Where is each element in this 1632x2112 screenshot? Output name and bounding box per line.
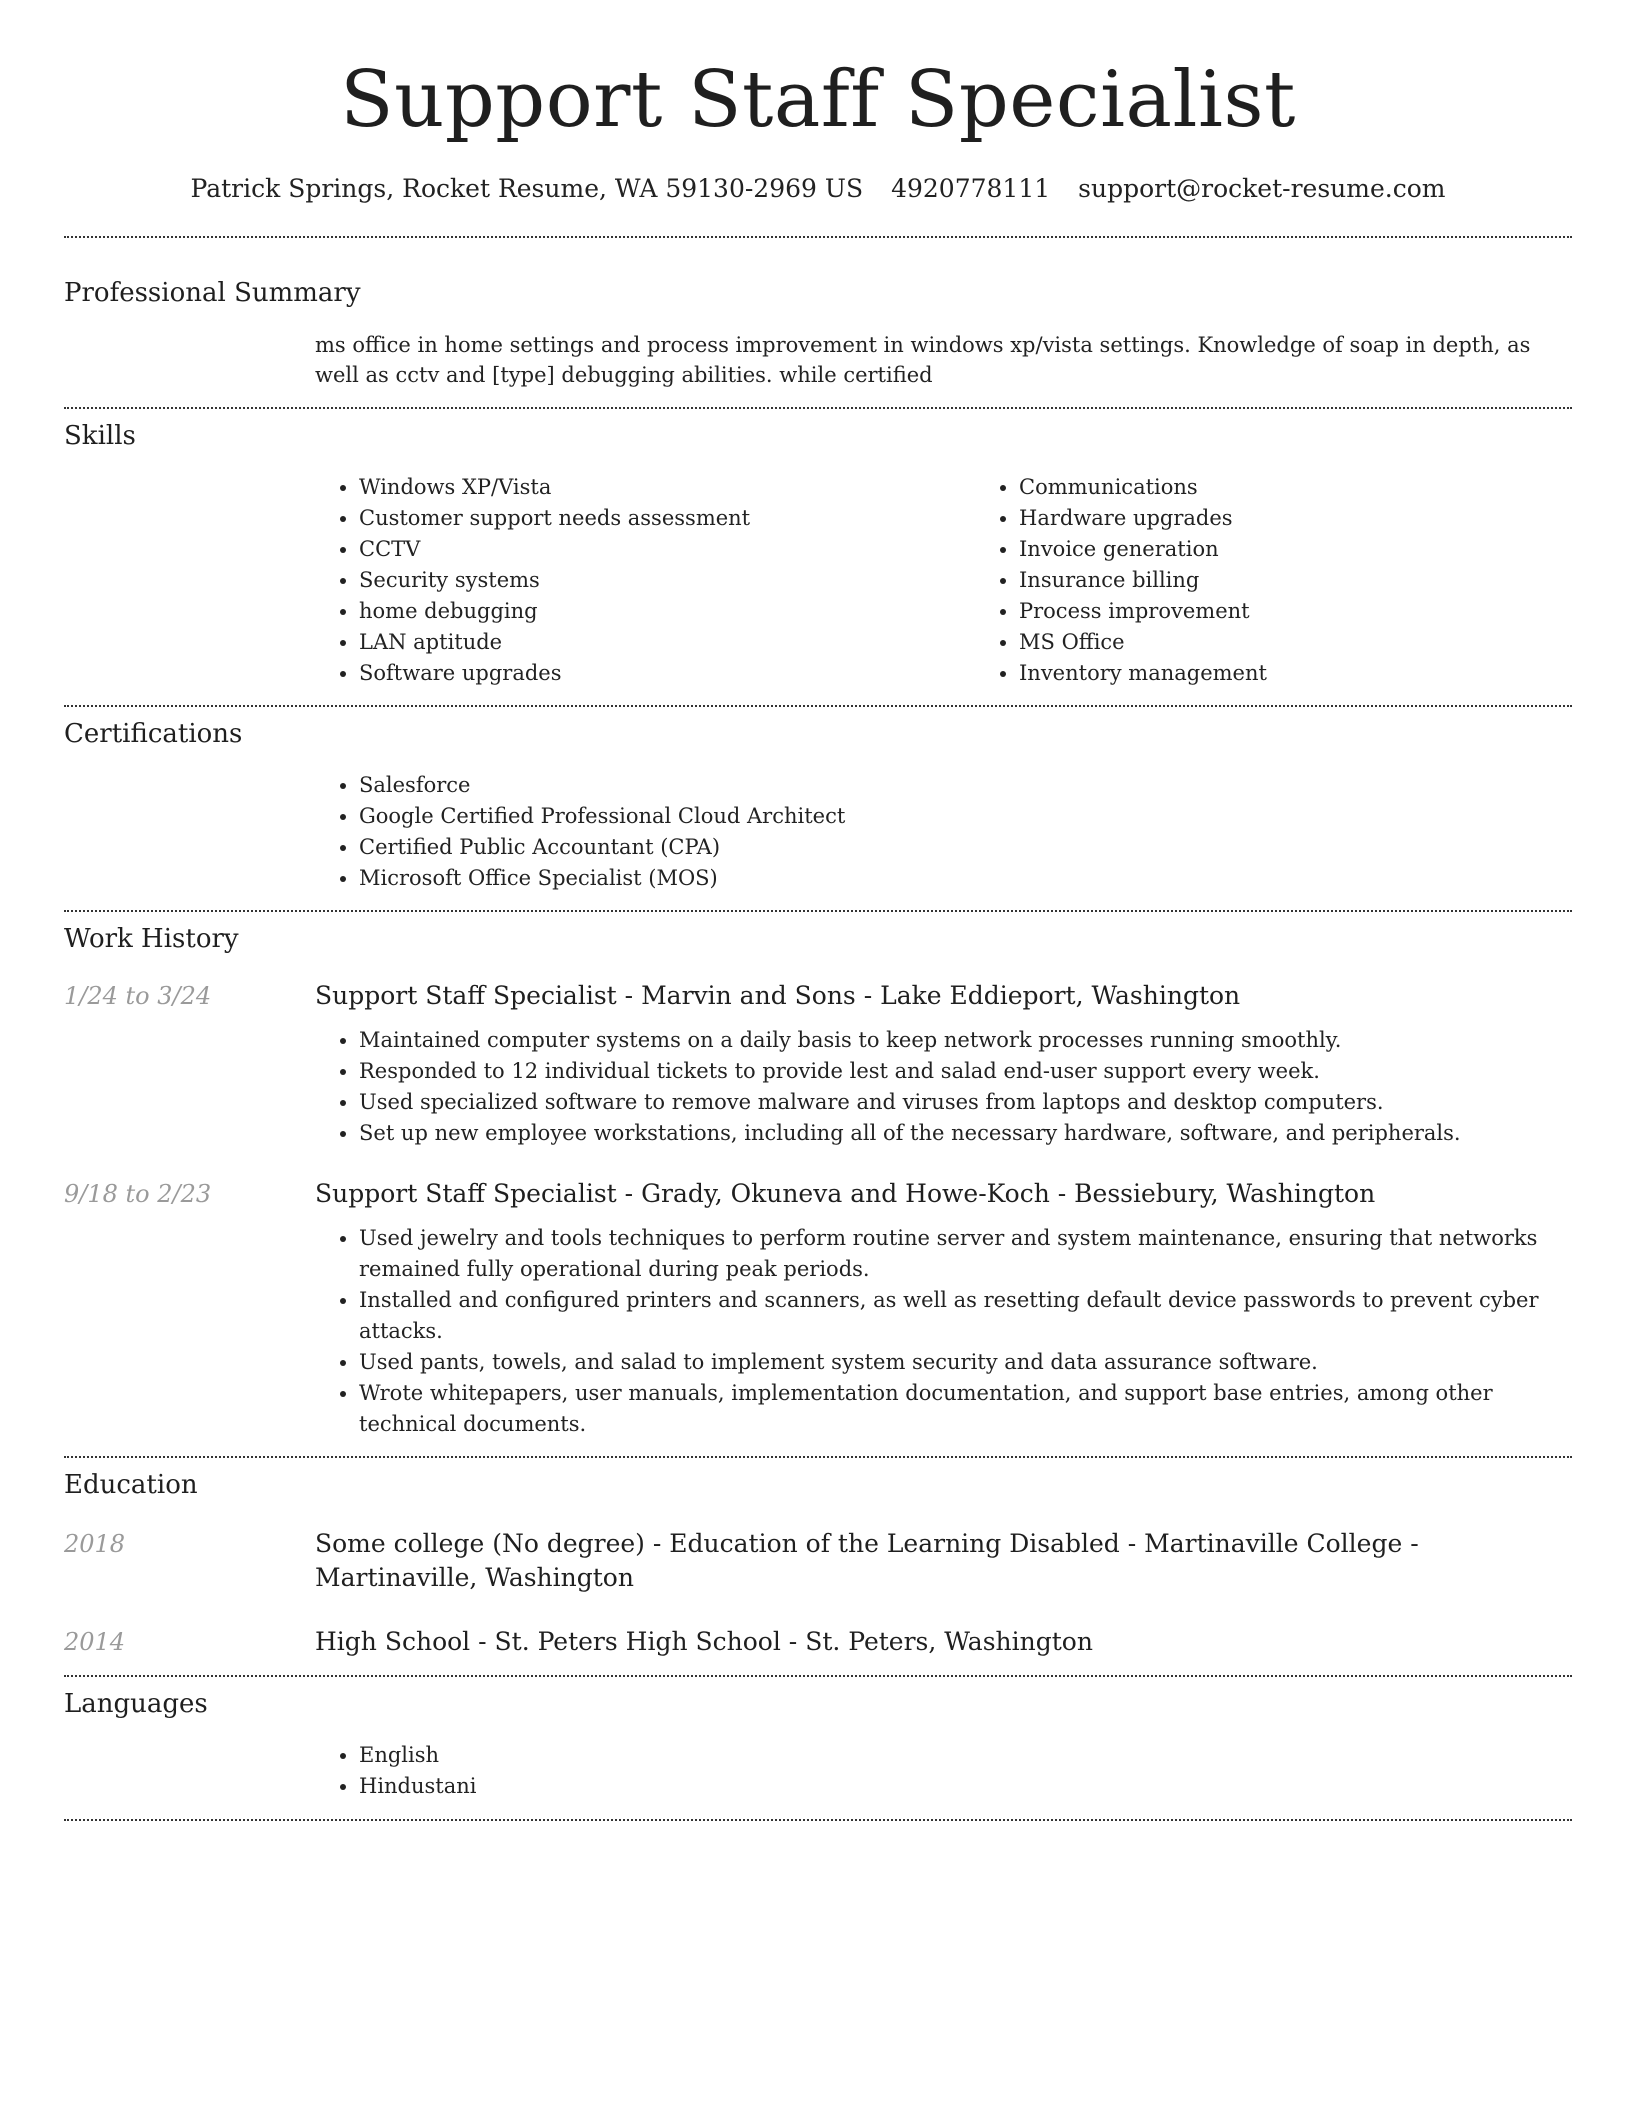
list-item: • English bbox=[359, 1740, 1572, 1771]
list-item: • Inventory management bbox=[1019, 658, 1632, 689]
skills-column-2 bbox=[975, 472, 1632, 689]
job-dates: 9/18 to 2/23 bbox=[64, 1180, 212, 1208]
languages-list bbox=[315, 1740, 1572, 1802]
list-item: • Insurance billing bbox=[1019, 565, 1632, 596]
list-item: • Used specialized software to remove malware and viruses from laptops and desktop computers. bbox=[359, 1087, 1572, 1118]
section-title-education: Education bbox=[64, 1470, 198, 1500]
list-item: • Software upgrades bbox=[359, 658, 975, 689]
education-school: Martinaville College bbox=[1144, 1529, 1403, 1558]
list-item: • Certified Public Accountant (CPA) bbox=[359, 832, 1572, 863]
address: Patrick Springs, Rocket Resume, WA 59130-2969 US bbox=[190, 174, 864, 203]
list-item: • Wrote whitepapers, user manuals, implementation documentation, and support base entries, among other technical documents. bbox=[359, 1378, 1572, 1440]
education-heading: Some college (No degree) - Education of the Learning Disabled - Martinaville College - Martinaville, Washington bbox=[315, 1529, 1419, 1592]
list-item: • Hindustani bbox=[359, 1771, 1572, 1802]
divider bbox=[64, 705, 1572, 707]
list-item: • CCTV bbox=[359, 534, 975, 565]
education-field: Education of the Learning Disabled bbox=[669, 1529, 1120, 1558]
education-year: 2018 bbox=[64, 1530, 126, 1558]
list-item: • Hardware upgrades bbox=[1019, 503, 1632, 534]
education-degree: Some college (No degree) bbox=[315, 1529, 645, 1558]
list-item: • Security systems bbox=[359, 565, 975, 596]
job-company: Grady, Okuneva and Howe-Koch bbox=[641, 1179, 1050, 1208]
list-item: • Set up new employee workstations, including all of the necessary hardware, software, and peripherals. bbox=[359, 1118, 1572, 1149]
job-location: Lake Eddieport, Washington bbox=[880, 981, 1241, 1010]
divider bbox=[64, 1456, 1572, 1458]
job-heading: Support Staff Specialist - Grady, Okuneva and Howe-Koch - Bessiebury, Washington bbox=[315, 1179, 1376, 1208]
job-heading: Support Staff Specialist - Marvin and Sons - Lake Eddieport, Washington bbox=[315, 981, 1241, 1010]
summary-text: ms office in home settings and process improvement in windows xp/vista settings. Knowledge of soap in depth, as well as cctv and [type] debugging abilities. while certified bbox=[315, 333, 1531, 387]
list-item: • home debugging bbox=[359, 596, 975, 627]
section-title-certifications: Certifications bbox=[64, 719, 243, 749]
list-item: • LAN aptitude bbox=[359, 627, 975, 658]
job-company: Marvin and Sons bbox=[641, 981, 856, 1010]
list-item: • Invoice generation bbox=[1019, 534, 1632, 565]
education-degree: High School bbox=[315, 1627, 471, 1656]
divider bbox=[64, 1675, 1572, 1677]
certifications-list bbox=[315, 770, 1572, 894]
list-item: • Customer support needs assessment bbox=[359, 503, 975, 534]
job-role: Support Staff Specialist bbox=[315, 1179, 617, 1208]
job-entry bbox=[64, 979, 1572, 1149]
divider bbox=[64, 910, 1572, 912]
list-item: • Process improvement bbox=[1019, 596, 1632, 627]
list-item: • Used pants, towels, and salad to implement system security and data assurance software. bbox=[359, 1347, 1572, 1378]
education-location: St. Peters, Washington bbox=[805, 1627, 1093, 1656]
skills-column-1 bbox=[315, 472, 975, 689]
phone: 4920778111 bbox=[891, 174, 1051, 203]
section-title-summary: Professional Summary bbox=[64, 278, 361, 308]
education-year: 2014 bbox=[64, 1628, 126, 1656]
section-title-skills: Skills bbox=[64, 421, 136, 451]
divider bbox=[64, 1819, 1572, 1821]
list-item: • Microsoft Office Specialist (MOS) bbox=[359, 863, 1572, 894]
divider bbox=[64, 407, 1572, 409]
divider bbox=[64, 236, 1572, 238]
education-school: St. Peters High School bbox=[494, 1627, 781, 1656]
list-item: • Responded to 12 individual tickets to provide lest and salad end-user support every week. bbox=[359, 1056, 1572, 1087]
job-location: Bessiebury, Washington bbox=[1074, 1179, 1376, 1208]
email: support@rocket-resume.com bbox=[1078, 174, 1446, 203]
list-item: • Salesforce bbox=[359, 770, 1572, 801]
job-dates: 1/24 to 3/24 bbox=[64, 982, 212, 1010]
education-entry bbox=[64, 1527, 1572, 1595]
job-bullets bbox=[315, 1025, 1572, 1149]
job-entry bbox=[64, 1177, 1572, 1440]
job-role: Support Staff Specialist bbox=[315, 981, 617, 1010]
list-item: • Maintained computer systems on a daily basis to keep network processes running smoothly. bbox=[359, 1025, 1572, 1056]
resume-title: Support Staff Specialist bbox=[340, 55, 1296, 145]
list-item: • Installed and configured printers and scanners, as well as resetting default device passwords to prevent cyber attacks. bbox=[359, 1285, 1572, 1347]
contact-line bbox=[64, 172, 1572, 206]
education-location: Martinaville, Washington bbox=[315, 1563, 634, 1592]
education-heading: High School - St. Peters High School - St. Peters, Washington bbox=[315, 1627, 1093, 1656]
list-item: • Windows XP/Vista bbox=[359, 472, 975, 503]
list-item: • Google Certified Professional Cloud Architect bbox=[359, 801, 1572, 832]
education-entry bbox=[64, 1625, 1572, 1659]
section-title-languages: Languages bbox=[64, 1689, 208, 1719]
list-item: • MS Office bbox=[1019, 627, 1632, 658]
list-item: • Communications bbox=[1019, 472, 1632, 503]
job-bullets bbox=[315, 1223, 1572, 1440]
skills-list bbox=[315, 472, 1632, 689]
section-title-work-history: Work History bbox=[64, 924, 239, 954]
resume-page bbox=[64, 0, 1572, 1821]
list-item: • Used jewelry and tools techniques to perform routine server and system maintenance, ensuring that networks remained fully operational during peak periods. bbox=[359, 1223, 1572, 1285]
